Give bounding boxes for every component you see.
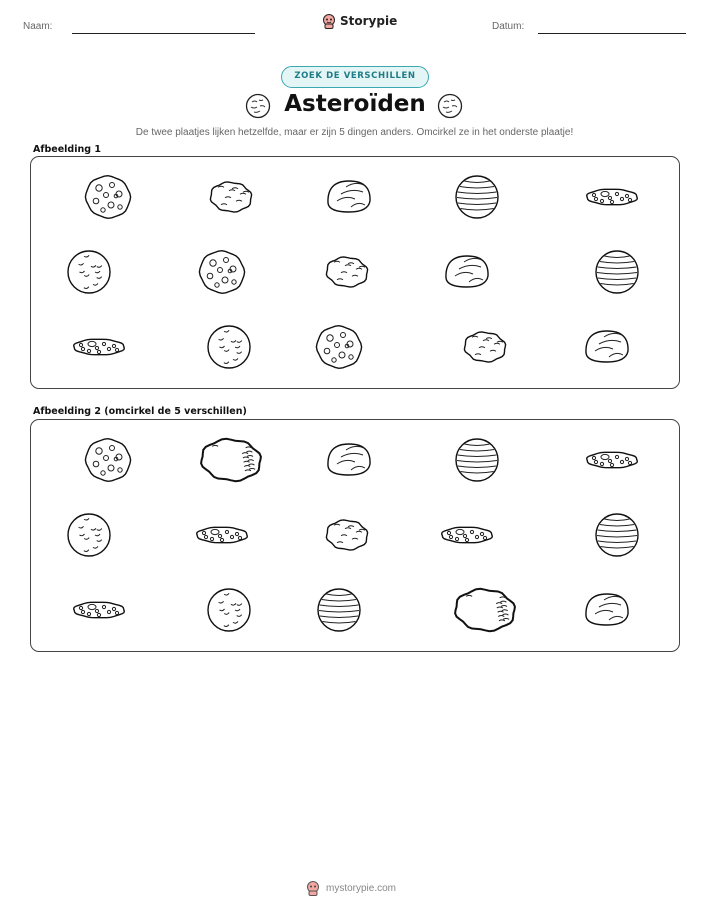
crater-round-asteroid-icon: [199, 251, 244, 294]
panel1-label: Afbeelding 1: [33, 144, 101, 155]
rock-small-asteroid-icon: [326, 257, 367, 287]
picture-panel-2[interactable]: [30, 419, 680, 652]
flat-long-asteroid-icon: [587, 189, 638, 204]
footer-site: mystorypie.com: [326, 882, 397, 894]
smooth-round-asteroid-icon: [328, 181, 370, 212]
date-label: Datum:: [492, 21, 525, 32]
crater-round-asteroid-icon: [85, 176, 130, 219]
smooth-round-asteroid-icon: [586, 331, 628, 362]
flat-long-asteroid-icon: [197, 527, 248, 542]
striped-round-asteroid-icon: [596, 251, 638, 293]
smooth-round-asteroid-icon: [328, 444, 370, 475]
picture-panel-1: [30, 156, 680, 389]
rock-large-asteroid-icon: [455, 589, 515, 631]
round-textured-asteroid-icon: [68, 514, 110, 556]
round-textured-asteroid-icon: [208, 589, 250, 631]
name-label: Naam:: [23, 21, 53, 32]
title-asteroid-left-icon: [245, 93, 271, 119]
striped-round-asteroid-icon: [456, 176, 498, 218]
category-badge: ZOEK DE VERSCHILLEN: [281, 66, 429, 88]
flat-long-asteroid-icon: [74, 602, 125, 617]
flat-long-asteroid-icon: [587, 452, 638, 467]
smooth-round-asteroid-icon: [446, 256, 488, 287]
panel1-asteroids: [31, 157, 678, 387]
storypie-mascot-icon: [306, 880, 320, 896]
page-title: Asteroïden: [284, 91, 426, 117]
flat-long-asteroid-icon: [442, 527, 493, 542]
striped-round-asteroid-icon: [456, 439, 498, 481]
name-line[interactable]: [72, 33, 255, 34]
brand-name: Storypie: [340, 14, 398, 28]
rock-large-asteroid-icon: [201, 439, 261, 481]
title-asteroid-right-icon: [437, 93, 463, 119]
striped-round-asteroid-icon: [318, 589, 360, 631]
crater-round-asteroid-icon: [316, 326, 361, 369]
panel2-label: Afbeelding 2 (omcirkel de 5 verschillen): [33, 406, 247, 417]
storypie-mascot-icon: [322, 13, 336, 29]
rock-small-asteroid-icon: [210, 182, 251, 212]
rock-small-asteroid-icon: [326, 520, 367, 550]
round-textured-asteroid-icon: [68, 251, 110, 293]
flat-long-asteroid-icon: [74, 339, 125, 354]
crater-round-asteroid-icon: [85, 439, 130, 482]
date-line[interactable]: [538, 33, 686, 34]
rock-small-asteroid-icon: [464, 332, 505, 362]
round-textured-asteroid-icon: [208, 326, 250, 368]
instructions: De twee plaatjes lijken hetzelfde, maar er zijn 5 dingen anders. Omcirkel ze in het onderste plaatje!: [135, 127, 574, 138]
striped-round-asteroid-icon: [596, 514, 638, 556]
panel2-asteroids[interactable]: [31, 420, 678, 650]
footer: [306, 880, 396, 896]
smooth-round-asteroid-icon: [586, 594, 628, 625]
brand-logo: [322, 13, 397, 29]
